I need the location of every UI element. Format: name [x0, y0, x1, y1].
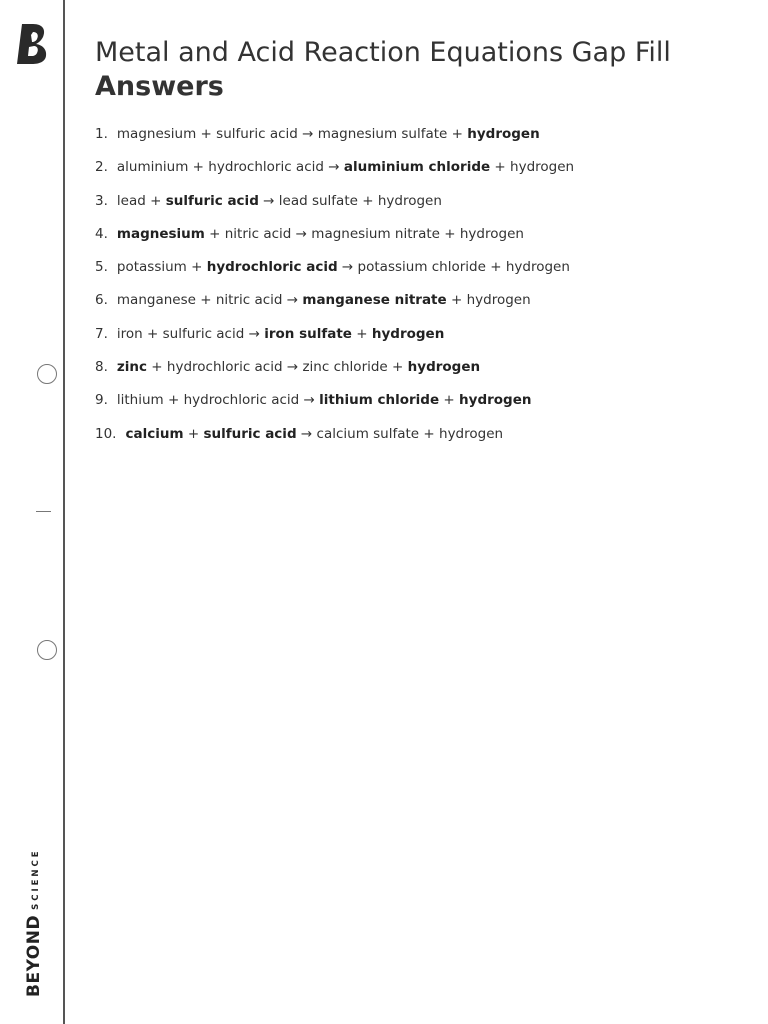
- equation-term: →: [297, 126, 318, 142]
- equation-term: →: [282, 359, 303, 376]
- equation-item: [95, 191, 735, 224]
- equation-term: +: [387, 359, 408, 376]
- equation-term: lead sulfate: [278, 192, 358, 209]
- equation-term: +: [188, 159, 209, 176]
- equation-term: sulfuric acid: [216, 126, 298, 142]
- equation-number: 6.: [95, 292, 108, 309]
- equation-term: magnesium nitrate: [311, 225, 440, 242]
- equation-term: →: [244, 325, 265, 342]
- equation-term: →: [282, 292, 303, 309]
- equation-term: +: [204, 225, 225, 242]
- equation-term: hydrochloric acid: [183, 392, 300, 409]
- answer-term: calcium: [125, 425, 184, 442]
- equation-term: +: [485, 259, 506, 276]
- equation-term: hydrochloric acid: [208, 159, 324, 176]
- fold-mark: [36, 511, 51, 512]
- equation-term: →: [299, 392, 320, 409]
- equation-term: +: [446, 292, 467, 309]
- equation-number: 8.: [95, 359, 108, 376]
- equation-term: →: [291, 225, 312, 242]
- equation-term: +: [145, 192, 166, 209]
- equation-term: hydrochloric acid: [166, 359, 283, 376]
- equation-item: [95, 124, 735, 157]
- equation-term: calcium sulfate: [316, 425, 420, 442]
- equation-term: nitric acid: [215, 292, 283, 309]
- margin-rule: [63, 0, 65, 1024]
- equation-term: →: [296, 425, 317, 442]
- equation-number: 1.: [95, 126, 108, 142]
- answer-term: hydrogen: [407, 359, 481, 376]
- answer-term: hydrogen: [459, 392, 532, 409]
- answer-term: magnesium: [116, 225, 205, 242]
- brand-primary: BEYOND: [24, 914, 44, 997]
- answer-term: lithium chloride: [319, 392, 440, 409]
- equation-term: iron: [116, 325, 143, 342]
- equation-term: +: [196, 126, 217, 142]
- equation-term: hydrogen: [377, 192, 442, 209]
- equation-term: lead: [116, 192, 146, 209]
- answer-term: sulfuric acid: [165, 192, 259, 209]
- equation-term: +: [357, 192, 378, 209]
- answer-term: sulfuric acid: [203, 425, 297, 442]
- title-line-1: Metal and Acid Reaction Equations Gap Fill: [95, 37, 671, 68]
- equation-term: potassium chloride: [357, 259, 486, 276]
- answer-term: manganese nitrate: [302, 292, 447, 309]
- equation-term: +: [183, 425, 204, 442]
- equation-term: →: [323, 159, 344, 176]
- equation-item: [95, 224, 735, 257]
- equation-term: +: [142, 325, 163, 342]
- binder-hole-top: [37, 364, 57, 384]
- equation-number: 9.: [95, 392, 108, 409]
- equation-term: →: [337, 259, 358, 276]
- equation-list: [95, 124, 735, 457]
- equation-term: +: [490, 159, 511, 176]
- binder-hole-bottom: [37, 640, 57, 660]
- equation-term: hydrogen: [439, 425, 504, 442]
- equation-term: lithium: [116, 392, 164, 409]
- answer-term: zinc: [116, 359, 147, 376]
- brand-secondary: SCIENCE: [31, 848, 41, 910]
- equation-number: 10.: [95, 425, 117, 442]
- equation-item: [95, 257, 735, 290]
- equation-number: 2.: [95, 159, 108, 176]
- equation-term: →: [258, 192, 279, 209]
- equation-term: magnesium: [116, 126, 197, 142]
- answer-term: hydrochloric acid: [206, 259, 338, 276]
- equation-item: [95, 390, 735, 423]
- answer-term: hydrogen: [467, 126, 540, 142]
- equation-term: manganese: [116, 292, 196, 309]
- answer-term: iron sulfate: [264, 325, 352, 342]
- equation-item: [95, 157, 735, 190]
- equation-number: 4.: [95, 225, 108, 242]
- equation-term: aluminium: [116, 159, 189, 176]
- equation-item: [95, 424, 735, 457]
- equation-term: +: [447, 126, 468, 142]
- equation-number: 3.: [95, 192, 108, 209]
- equation-term: hydrogen: [505, 259, 570, 276]
- equation-number: 7.: [95, 325, 108, 342]
- equation-term: magnesium sulfate: [317, 126, 448, 142]
- answer-term: hydrogen: [371, 325, 445, 342]
- equation-term: potassium: [116, 259, 187, 276]
- equation-term: +: [147, 359, 167, 376]
- equation-term: nitric acid: [224, 225, 292, 242]
- equation-term: hydrogen: [466, 292, 531, 309]
- equation-term: +: [186, 259, 207, 276]
- equation-item: [95, 357, 735, 390]
- page-title: [95, 36, 671, 104]
- brand-wordmark: [24, 848, 44, 997]
- equation-term: +: [419, 425, 440, 442]
- equation-term: zinc chloride: [302, 359, 388, 376]
- equation-term: +: [351, 325, 372, 342]
- beyond-b-logo-icon: [15, 22, 51, 66]
- equation-term: sulfuric acid: [162, 325, 245, 342]
- equation-term: +: [439, 225, 460, 242]
- equation-item: [95, 290, 735, 323]
- equation-item: [95, 324, 735, 357]
- equation-term: hydrogen: [459, 225, 524, 242]
- equation-number: 5.: [95, 259, 108, 276]
- equation-term: hydrogen: [510, 159, 575, 176]
- equation-term: +: [439, 392, 460, 409]
- title-line-2: Answers: [95, 71, 224, 102]
- equation-term: +: [195, 292, 216, 309]
- equation-term: +: [163, 392, 184, 409]
- answer-term: aluminium chloride: [343, 159, 491, 176]
